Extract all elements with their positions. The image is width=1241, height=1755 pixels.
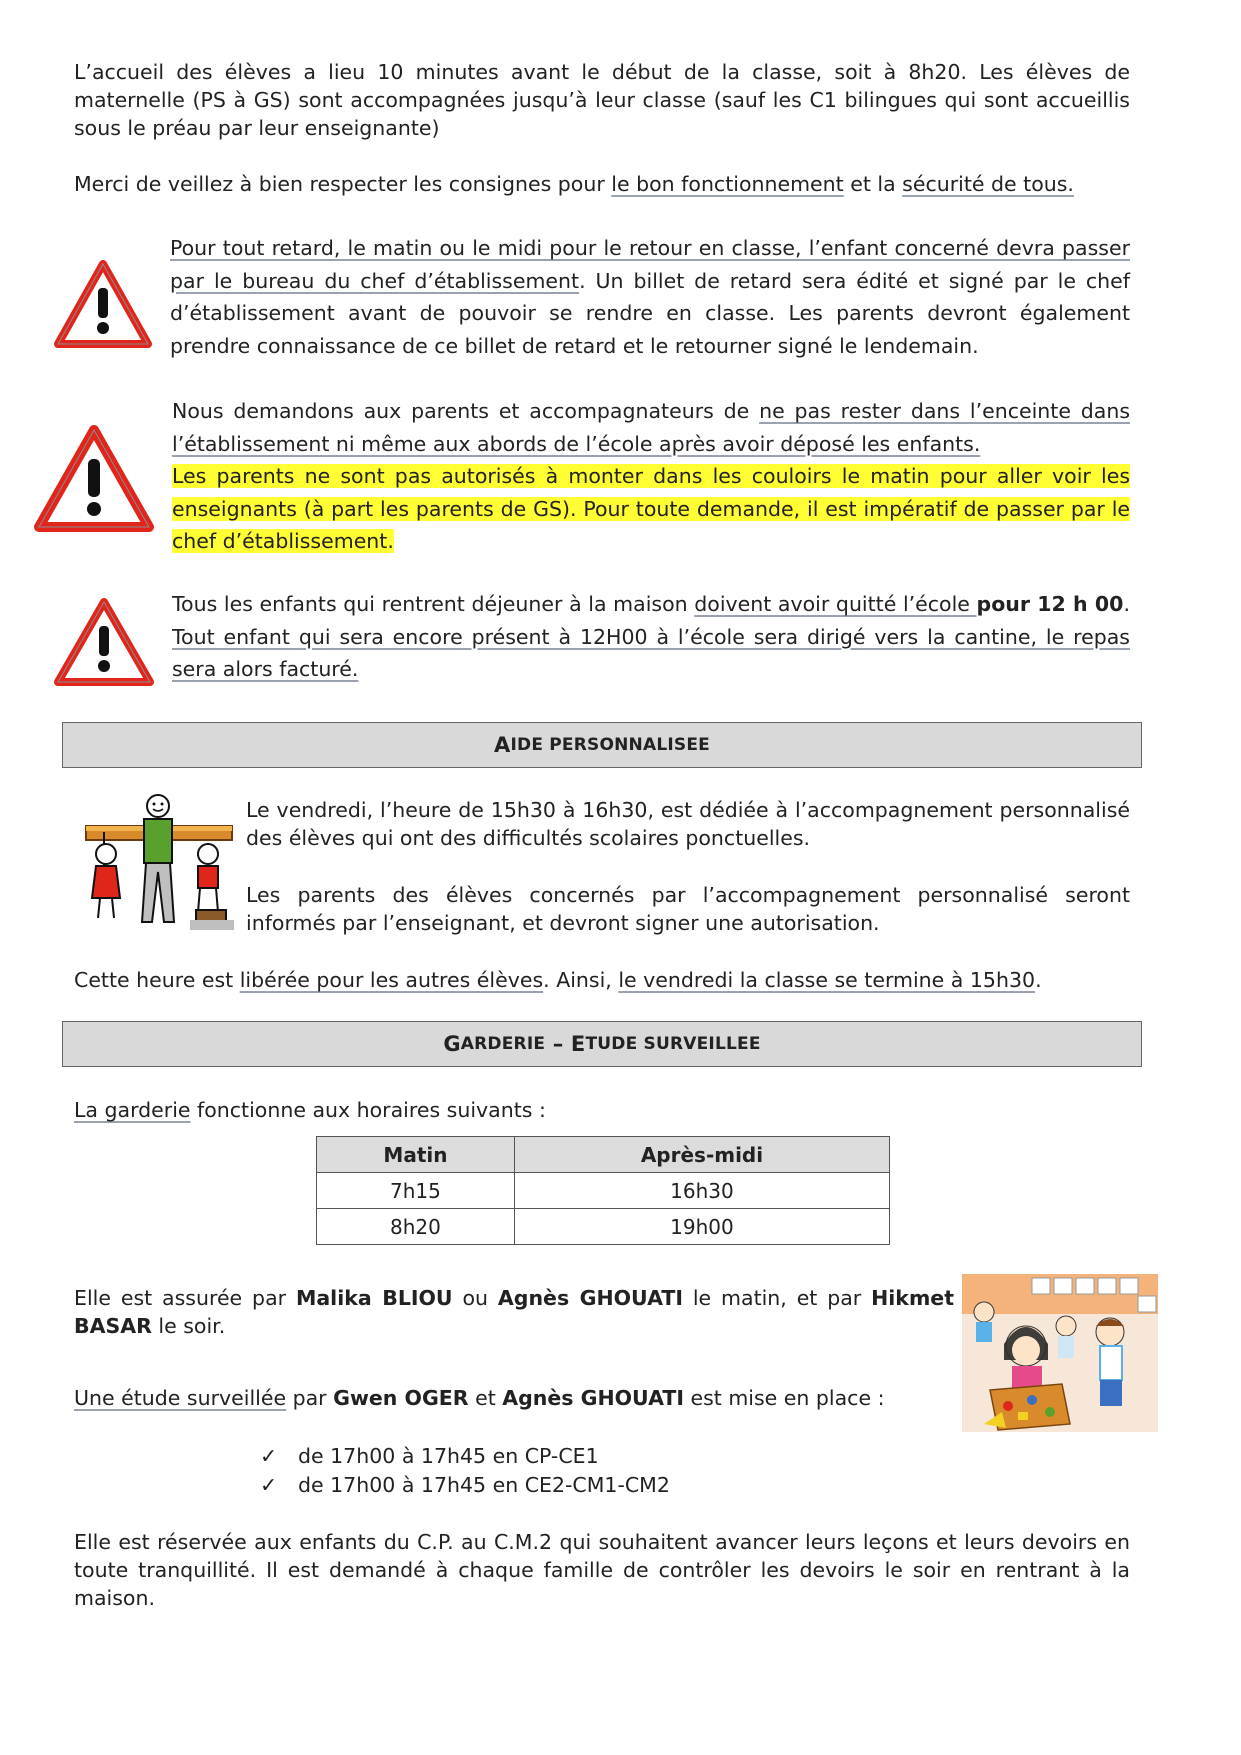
etude-text-a: par	[286, 1386, 334, 1410]
assure-name-3: Hikmet BASAR	[74, 1286, 955, 1338]
reserve-paragraph	[74, 1528, 1130, 1612]
table-header-matin: Matin	[317, 1137, 515, 1173]
aide-p3-a: Cette heure est	[74, 968, 240, 992]
parents-highlight: Les parents ne sont pas autorisés à monter dans les couloirs le matin pour aller voir les enseignants (à part les parents de GS). Pour toute demande, il est impératif de passer par le chef d’établissement.	[172, 464, 1130, 553]
assure-paragraph	[74, 1284, 954, 1340]
check-item-text: de 17h00 à 17h45 en CP-CE1	[298, 1444, 599, 1468]
list-item	[260, 1442, 670, 1471]
check-icon: ✓	[260, 1473, 278, 1497]
midi-underline-1: doivent avoir quitté l’école	[694, 592, 977, 616]
reserve-text: Elle est réservée aux enfants du C.P. au C.M.2 qui souhaitent avancer leurs leçons et leurs devoirs en toute tranquillité. Il est demandé à chaque famille de contrôler les devoirs le soir en rentrant à la maison.	[74, 1530, 1130, 1610]
aide-p3-u1: libérée pour les autres élèves	[239, 968, 544, 992]
assure-text-ou: ou	[452, 1286, 498, 1310]
etude-underline: Une étude surveillée	[74, 1386, 287, 1410]
aide-p3-c: .	[1035, 968, 1042, 992]
retard-text	[170, 232, 1130, 362]
classroom-illustration	[962, 1274, 1158, 1432]
garderie-heading-cap1: G	[443, 1032, 461, 1056]
table-header-row	[317, 1137, 890, 1173]
garderie-intro	[74, 1096, 1130, 1124]
merci-text: Merci de veillez à bien respecter les consignes pour	[74, 172, 612, 196]
table-cell: 8h20	[317, 1209, 515, 1245]
aide-heading	[62, 722, 1142, 768]
assure-text-b: le matin, et par	[682, 1286, 872, 1310]
parents-text	[172, 395, 1130, 558]
garderie-heading-rest2: TUDE SURVEILLEE	[585, 1034, 761, 1054]
aide-p2	[246, 881, 1130, 937]
assure-name-2: Agnès GHOUATI	[497, 1286, 683, 1310]
midi-bold: pour 12 h 00	[976, 592, 1124, 616]
merci-text-2: et la	[843, 172, 903, 196]
aide-p3	[74, 966, 1130, 994]
garderie-intro-rest: fonctionne aux horaires suivants :	[190, 1098, 546, 1122]
etude-paragraph	[74, 1384, 954, 1412]
retard-underline: Pour tout retard, le matin ou le midi pour le retour en classe, l’enfant concerné devra passer par le bureau du chef d’établissement	[170, 236, 1130, 293]
midi-sep: .	[1123, 592, 1130, 616]
kids-illustration	[84, 792, 234, 932]
etude-text-b: est mise en place :	[683, 1386, 885, 1410]
table-cell: 7h15	[317, 1173, 515, 1209]
midi-text	[172, 588, 1130, 686]
accueil-text: L’accueil des élèves a lieu 10 minutes avant le début de la classe, soit à 8h20. Les élèves de maternelle (PS à GS) sont accompagnées jusqu’à leur classe (sauf les C1 bilingues qui sont accueillis sous le préau par leur enseignante)	[74, 60, 1130, 140]
parents-text-a: Nous demandons aux parents et accompagnateurs de	[172, 399, 760, 423]
merci-paragraph	[74, 170, 1130, 198]
warning-triangle-icon	[54, 598, 154, 686]
table-header-apres-midi: Après-midi	[514, 1137, 889, 1173]
aide-heading-cap: A	[494, 733, 511, 757]
aide-p1	[246, 796, 1130, 852]
merci-underline-2: sécurité de tous.	[902, 172, 1074, 196]
check-item-text: de 17h00 à 17h45 en CE2-CM1-CM2	[298, 1473, 670, 1497]
etude-name-1: Gwen OGER	[333, 1386, 469, 1410]
etude-name-2: Agnès GHOUATI	[502, 1386, 684, 1410]
check-icon: ✓	[260, 1444, 278, 1468]
table-cell: 16h30	[514, 1173, 889, 1209]
midi-underline-2: Tout enfant qui sera encore présent à 12H00 à l’école sera dirigé vers la cantine, le repas sera alors facturé.	[172, 624, 1130, 681]
garderie-schedule-table	[316, 1136, 890, 1245]
merci-underline-1: le bon fonctionnement	[611, 172, 844, 196]
table-row	[317, 1209, 890, 1245]
table-cell: 19h00	[514, 1209, 889, 1245]
parents-underline: ne pas rester dans l’enceinte dans l’établissement ni même aux abords de l’école après avoir déposé les enfants.	[172, 399, 1131, 456]
aide-p3-u2: le vendredi la classe se termine à 15h30	[618, 968, 1036, 992]
garderie-intro-u: La garderie	[74, 1098, 191, 1122]
aide-p3-b: . Ainsi,	[543, 968, 619, 992]
aide-p1-text: Le vendredi, l’heure de 15h30 à 16h30, est dédiée à l’accompagnement personnalisé des élèves qui ont des difficultés scolaires ponctuelles.	[246, 798, 1130, 850]
accueil-paragraph	[74, 58, 1130, 142]
midi-text-a: Tous les enfants qui rentrent déjeuner à la maison	[172, 592, 695, 616]
warning-triangle-icon	[34, 425, 154, 533]
garderie-heading-cap2: E	[570, 1032, 586, 1056]
assure-text-c: le soir.	[151, 1314, 226, 1338]
etude-checklist	[260, 1442, 670, 1500]
garderie-heading-rest1: ARDERIE	[460, 1034, 546, 1054]
table-row	[317, 1173, 890, 1209]
garderie-heading-dash: –	[545, 1032, 571, 1056]
assure-text-a: Elle est assurée par	[74, 1286, 296, 1310]
retard-rest: . Un billet de retard sera édité et signé par le chef d’établissement avant de pouvoir se rendre en classe. Les parents devront également prendre connaissance de ce billet de retard et le retourner signé le lendemain.	[170, 268, 1131, 358]
assure-name-1: Malika BLIOU	[295, 1286, 453, 1310]
warning-triangle-icon	[54, 260, 152, 348]
garderie-heading	[62, 1021, 1142, 1067]
aide-heading-rest: IDE PERSONNALISEE	[510, 735, 710, 755]
aide-p2-text: Les parents des élèves concernés par l’accompagnement personnalisé seront informés par l’enseignant, et devront signer une autorisation.	[246, 883, 1130, 935]
list-item	[260, 1471, 670, 1500]
etude-text-et: et	[468, 1386, 503, 1410]
